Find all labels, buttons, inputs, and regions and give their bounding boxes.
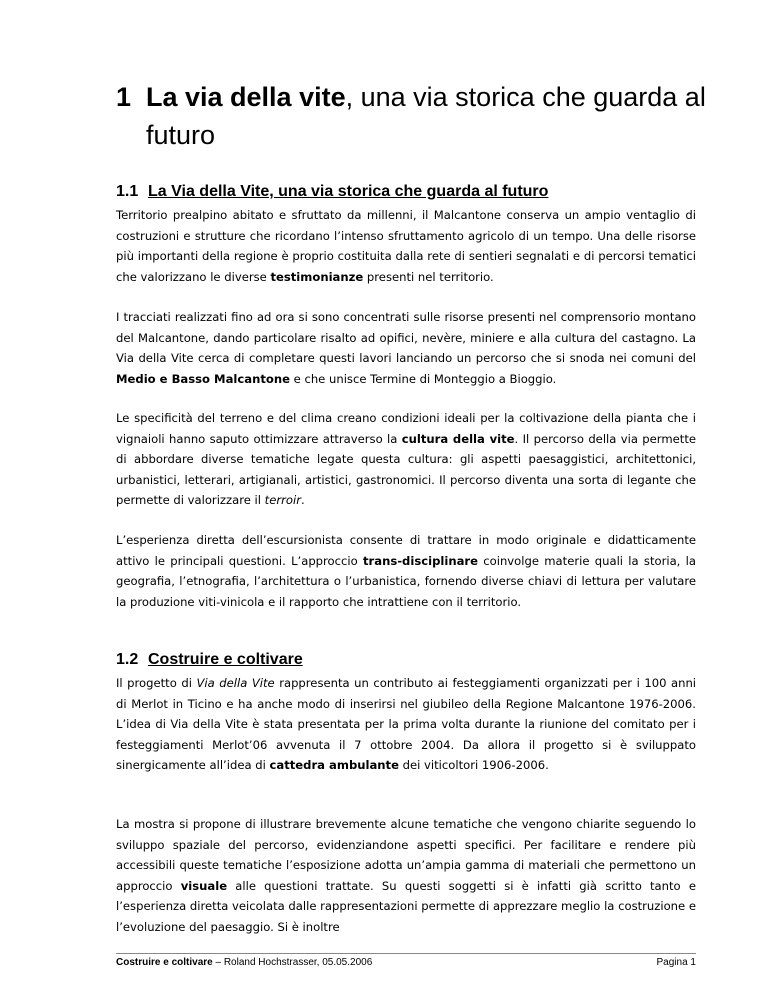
footer-doc-title: Costruire e coltivare <box>116 957 213 968</box>
paragraph-text: Territorio prealpino abitato e sfruttato da millenni, il Malcantone conserva un ampio ventaglio di costruzioni e strutture che ricordano l’intenso sfruttamento agricolo di un tempo. Una delle risorse più importanti della regione è proprio costituita dalla rete di sentieri segnalati e di percorsi tematici che valorizzano le diverse <box>116 208 696 284</box>
paragraph-1-1-c <box>116 408 696 511</box>
chapter-title-bold: La via della vite <box>146 82 346 112</box>
chapter-number: 1 <box>116 82 132 112</box>
paragraph-text: alle questioni trattate. Su questi soggetti si è infatti già scritto tanto e l’esperienza diretta veicolata dalle rappresentazioni permette di apprezzare meglio la costruzione e l’evoluzione del paesaggio. Si è inoltre <box>116 878 696 934</box>
paragraph-italic: terroir <box>264 493 301 507</box>
paragraph-bold: Medio e Basso Malcantone <box>116 371 290 386</box>
paragraph-text: dei viticoltori 1906-2006. <box>398 758 549 772</box>
paragraph-1-1-a <box>116 205 696 287</box>
paragraph-text: presenti nel territorio. <box>363 269 494 284</box>
chapter-title-rest: , una via storica che guarda al <box>345 82 706 112</box>
paragraph-bold: trans-disciplinare <box>363 553 478 568</box>
section-heading-1-1 <box>116 182 548 202</box>
footer-author-date: – Roland Hochstrasser, 05.05.2006 <box>212 957 373 968</box>
paragraph-1-1-d <box>116 530 696 612</box>
paragraph-text: I tracciati realizzati fino ad ora si sono concentrati sulle risorse presenti nel comprensorio montano del Malcantone, dando particolare risalto ad opifici, nevère, miniere e alla cultura del castagno. La Via della Vite cerca di completare questi lavori lanciando un percorso che si snoda nei comuni del <box>116 310 696 365</box>
paragraph-1-1-b <box>116 307 696 389</box>
paragraph-text: rappresenta un contributo ai festeggiamenti organizzati per i 100 anni di Merlot in Ticino e ha anche modo di inserirsi nel giubileo della Regione Malcantone 1976-2006. L’idea di Via della Vite è stata presentata per la prima volta durante la riunione del comitato per i festeggiamenti Merlot’06 avvenuta il 7 ottobre 2004. Da allora il progetto si è sviluppato sinergicamente all’idea di <box>116 676 697 772</box>
footer-divider <box>116 953 696 954</box>
paragraph-bold: cultura della vite <box>401 431 515 446</box>
section-number: 1.1 <box>116 183 139 200</box>
chapter-title-line2: futuro <box>146 120 216 150</box>
paragraph-text: . <box>300 493 305 507</box>
paragraph-text: . Il percorso della via permette di abbordare diverse tematiche legate questa cultura: gli aspetti paesaggistici, architettonici, urbanistici, letterari, artigianali, artistici, gastronomici. Il percorso diventa una sorta di legante che permette di valorizzare il <box>116 431 697 507</box>
section-number: 1.2 <box>116 651 139 668</box>
paragraph-text: Il progetto di <box>116 676 197 690</box>
section-heading-1-2 <box>116 650 303 670</box>
footer-left <box>116 957 372 969</box>
section-title: Costruire e coltivare <box>148 651 303 668</box>
paragraph-1-2-a <box>116 673 696 776</box>
chapter-heading <box>116 78 706 154</box>
footer-page-number: Pagina 1 <box>656 957 696 968</box>
paragraph-text: L’esperienza diretta dell’escursionista consente di trattare in modo originale e didatticamente attivo le principali questioni. L’approccio <box>116 533 696 568</box>
paragraph-bold: visuale <box>180 878 228 893</box>
section-title: La Via della Vite, una via storica che guarda al futuro <box>148 183 549 200</box>
paragraph-text: e che unisce Termine di Monteggio a Bioggio. <box>289 371 557 386</box>
paragraph-text: coinvolge materie quali la storia, la geografia, l’etnografia, l’architettura o l’urbanistica, fornendo diverse chiavi di lettura per valutare la produzione viti-vinicola e il rapporto che intrattiene con il territorio. <box>116 553 696 609</box>
paragraph-bold: testimonianze <box>270 269 364 284</box>
paragraph-bold: cattedra ambulante <box>269 758 399 772</box>
paragraph-text: La mostra si propone di illustrare brevemente alcune tematiche che vengono chiarite seguendo lo sviluppo spaziale del percorso, evidenziandone aspetti specifici. Per facilitare e rendere più accessibili queste tematiche l’esposizione adotta un’ampia gamma di materiali che permettono un approccio <box>116 817 696 893</box>
paragraph-italic: Via della Vite <box>196 676 275 690</box>
paragraph-1-2-b <box>116 814 696 937</box>
paragraph-text: Le specificità del terreno e del clima creano condizioni ideali per la coltivazione della pianta che i vignaioli hanno saputo ottimizzare attraverso la <box>116 411 696 446</box>
